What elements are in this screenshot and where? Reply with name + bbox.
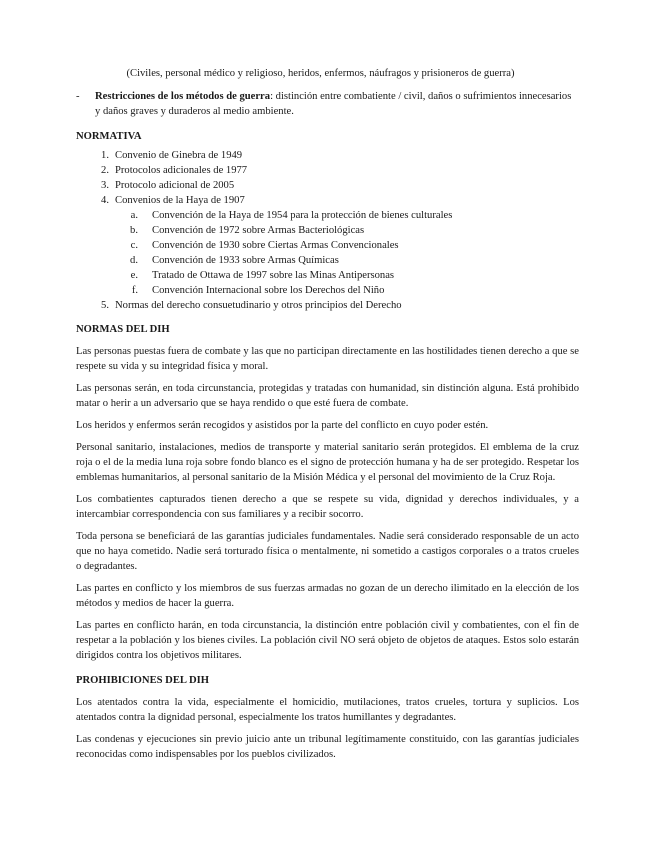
sub-list-text: Convención de 1972 sobre Armas Bacteriológicas [152, 225, 365, 236]
prohibiciones-heading: PROHIBICIONES DEL DIH [76, 675, 210, 686]
normas-paragraph: Las partes en conflicto harán, en toda circunstancia, la distinción entre población civil y combatientes, con el fin de respetar a la población y los bienes civiles. La población civil NO será objeto de objetos de ataques. Estos solo estarán dirigidos contra los objetivos militares. [76, 620, 579, 661]
sub-list-item [76, 283, 579, 298]
sub-list-letter: a. [130, 210, 138, 221]
restricciones-item [76, 89, 579, 119]
normas-paragraph: Las personas serán, en toda circunstancia, protegidas y tratadas con humanidad, sin distinción alguna. Está prohibido matar o herir a un adversario que se haya rendido o que esté fuera de combate. [76, 383, 579, 409]
sub-list-text: Convención de 1933 sobre Armas Químicas [152, 255, 339, 266]
list-item [76, 193, 579, 208]
sub-list-letter: d. [130, 255, 138, 266]
restricciones-body [95, 89, 579, 119]
sub-list-item [76, 238, 579, 253]
list-text: Protocolo adicional de 2005 [115, 180, 235, 191]
normas-paragraph: Toda persona se beneficiará de las garantías judiciales fundamentales. Nadie será considerado responsable de un acto que no haya cometido. Nadie será torturado física o mentalmente, ni sometido a castigos corporales o a tratos crueles o degradantes. [76, 531, 579, 572]
list-item [76, 148, 579, 163]
sub-list-item [76, 223, 579, 238]
normas-paragraph: Personal sanitario, instalaciones, medios de transporte y material sanitario serán protegidos. El emblema de la cruz roja o el de la media luna roja sobre fondo blanco es el signo de protección humana y ha de ser protegido. Respetar los emblemas humanitarios, al personal sanitario de la Misión Médica y el personal del movimiento de la Cruz Roja. [76, 442, 579, 483]
dash-bullet: - [76, 91, 80, 102]
sub-list-text: Convención de la Haya de 1954 para la protección de bienes culturales [152, 210, 453, 221]
prohibiciones-paragraph: Los atentados contra la vida, especialmente el homicidio, mutilaciones, tratos crueles, tortura y suplicios. Los atentados contra la dignidad personal, especialmente los tratos humillantes y degradantes. [76, 697, 579, 723]
list-number: 1. [101, 150, 109, 161]
list-item [76, 298, 579, 313]
sub-list-letter: b. [130, 225, 138, 236]
list-number: 5. [101, 300, 109, 311]
normas-paragraph: Las personas puestas fuera de combate y las que no participan directamente en las hostilidades tienen derecho a que se respete su vida y su integridad física y moral. [76, 346, 579, 372]
sub-list-text: Convención Internacional sobre los Derechos del Niño [152, 285, 385, 296]
normas-paragraph: Los heridos y enfermos serán recogidos y asistidos por la parte del conflicto en cuyo poder estén. [76, 420, 489, 431]
intro-line: (Civiles, personal médico y religioso, heridos, enfermos, náufragos y prisioneros de guerra) [126, 68, 515, 79]
normas-paragraph: Las partes en conflicto y los miembros de sus fuerzas armadas no gozan de un derecho ilimitado en la elección de los métodos y medios de hacer la guerra. [76, 583, 579, 609]
list-number: 3. [101, 180, 109, 191]
normas-paragraph: Los combatientes capturados tienen derecho a que se respete su vida, dignidad y derechos individuales, y a intercambiar correspondencia con sus familiares y a recibir socorro. [76, 494, 579, 520]
list-number: 4. [101, 195, 109, 206]
sub-list-item [76, 268, 579, 283]
restricciones-title: Restricciones de los métodos de guerra [95, 91, 271, 102]
sub-list-letter: e. [130, 270, 138, 281]
normas-heading: NORMAS DEL DIH [76, 324, 170, 335]
list-text: Convenio de Ginebra de 1949 [115, 150, 243, 161]
list-item [76, 178, 579, 193]
sub-list-item [76, 208, 579, 223]
sub-list-item [76, 253, 579, 268]
list-text: Protocolos adicionales de 1977 [115, 165, 248, 176]
normativa-heading: NORMATIVA [76, 131, 142, 142]
sub-list-letter: f. [131, 285, 138, 296]
list-text: Normas del derecho consuetudinario y otros principios del Derecho [115, 300, 402, 311]
sub-list-text: Tratado de Ottawa de 1997 sobre las Minas Antipersonas [152, 270, 395, 281]
sub-list-text: Convención de 1930 sobre Ciertas Armas Convencionales [152, 240, 399, 251]
prohibiciones-paragraph: Las condenas y ejecuciones sin previo juicio ante un tribunal legítimamente constituido, con las garantías judiciales reconocidas como indispensables por los pueblos civilizados. [76, 734, 579, 760]
sub-list-letter: c. [130, 240, 138, 251]
list-item [76, 163, 579, 178]
list-text: Convenios de la Haya de 1907 [115, 195, 245, 206]
normativa-list [76, 148, 579, 313]
list-number: 2. [101, 165, 109, 176]
restricciones-text: : distinción entre combatiente / civil, daños o sufrimientos innecesarios y daños graves y duraderos al medio ambiente. [95, 91, 572, 117]
